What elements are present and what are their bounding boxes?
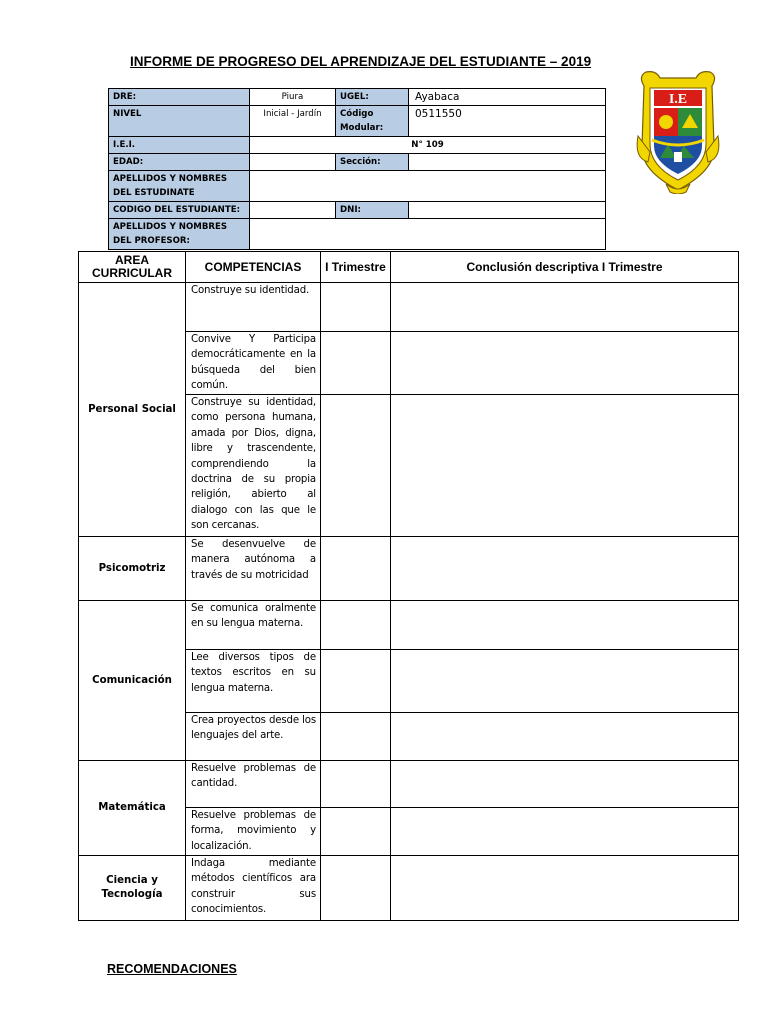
competencia-cell: Resuelve problemas de cantidad.: [186, 761, 321, 808]
student-code-value: [250, 202, 336, 219]
edad-value: [250, 154, 336, 171]
area-psicomotriz: Psicomotriz: [79, 537, 186, 601]
codigo-modular-label: Código Modular:: [336, 106, 409, 137]
competencia-cell: Construye su identidad.: [186, 283, 321, 332]
conclusion-cell[interactable]: [391, 601, 739, 650]
competencia-cell: Se desenvuelve de manera autónoma a través de su motricidad: [186, 537, 321, 601]
conclusion-cell[interactable]: [391, 761, 739, 808]
progress-table: [78, 251, 739, 921]
teacher-names-value: [250, 219, 606, 250]
recommendations-heading: RECOMENDACIONES: [107, 962, 237, 976]
conclusion-cell[interactable]: [391, 808, 739, 856]
conclusion-cell[interactable]: [391, 332, 739, 395]
trimestre-cell[interactable]: [321, 283, 391, 332]
student-info-table: [108, 88, 606, 250]
trimestre-cell[interactable]: [321, 601, 391, 650]
nivel-label: NIVEL: [109, 106, 250, 137]
area-matematica: Matemática: [79, 761, 186, 856]
trimestre-cell[interactable]: [321, 808, 391, 856]
teacher-names-label: APELLIDOS Y NOMBRES DEL PROFESOR:: [109, 219, 250, 250]
header-area: AREA CURRICULAR: [79, 252, 186, 283]
seccion-label: Sección:: [336, 154, 409, 171]
competencia-cell: Crea proyectos desde los lenguajes del arte.: [186, 713, 321, 761]
competencia-cell: Indaga mediante métodos científicos ara construir sus conocimientos.: [186, 856, 321, 921]
conclusion-cell[interactable]: [391, 713, 739, 761]
trimestre-cell[interactable]: [321, 650, 391, 713]
trimestre-cell[interactable]: [321, 537, 391, 601]
header-conclusion: Conclusión descriptiva I Trimestre: [391, 252, 739, 283]
trimestre-cell[interactable]: [321, 713, 391, 761]
iei-value: N° 109: [250, 137, 606, 154]
crest-ie-letters: I.E: [668, 92, 688, 107]
conclusion-cell[interactable]: [391, 537, 739, 601]
trimestre-cell[interactable]: [321, 395, 391, 537]
competencia-cell: Convive Y Participa democráticamente en la búsqueda del bien común.: [186, 332, 321, 395]
school-crest-icon: [636, 66, 720, 194]
seccion-value: [409, 154, 606, 171]
header-competencias: COMPETENCIAS: [186, 252, 321, 283]
trimestre-cell[interactable]: [321, 761, 391, 808]
ugel-label: UGEL:: [336, 89, 409, 106]
trimestre-cell[interactable]: [321, 332, 391, 395]
student-code-label: CODIGO DEL ESTUDIANTE:: [109, 202, 250, 219]
dre-label: DRE:: [109, 89, 250, 106]
table-row: [79, 283, 739, 332]
student-names-value: [250, 171, 606, 202]
table-row: [79, 537, 739, 601]
dre-value: Piura: [250, 89, 336, 106]
codigo-modular-value: 0511550: [409, 106, 606, 137]
table-row: [79, 856, 739, 921]
ugel-value: Ayabaca: [409, 89, 606, 106]
conclusion-cell[interactable]: [391, 395, 739, 537]
competencia-cell: Resuelve problemas de forma, movimiento y localización.: [186, 808, 321, 856]
dni-value: [409, 202, 606, 219]
iei-label: I.E.I.: [109, 137, 250, 154]
edad-label: EDAD:: [109, 154, 250, 171]
conclusion-cell[interactable]: [391, 650, 739, 713]
area-personal-social: Personal Social: [79, 283, 186, 537]
trimestre-cell[interactable]: [321, 856, 391, 921]
conclusion-cell[interactable]: [391, 283, 739, 332]
header-trimestre: I Trimestre: [321, 252, 391, 283]
competencia-cell: Construye su identidad, como persona humana, amada por Dios, digna, libre y trascendente, comprendiendo la doctrina de su propia religión, abierto al dialogo con las que le son cercanas.: [186, 395, 321, 537]
document-title: INFORME DE PROGRESO DEL APRENDIZAJE DEL ESTUDIANTE – 2019: [130, 54, 592, 69]
area-ciencia-tecnologia: Ciencia y Tecnología: [79, 856, 186, 921]
competencia-cell: Se comunica oralmente en su lengua materna.: [186, 601, 321, 650]
dni-label: DNI:: [336, 202, 409, 219]
competencia-cell: Lee diversos tipos de textos escritos en su lengua materna.: [186, 650, 321, 713]
nivel-value: Inicial - Jardín: [250, 106, 336, 137]
table-row: [79, 761, 739, 808]
table-row: [79, 601, 739, 650]
conclusion-cell[interactable]: [391, 856, 739, 921]
area-comunicacion: Comunicación: [79, 601, 186, 761]
student-names-label: APELLIDOS Y NOMBRES DEL ESTUDINATE: [109, 171, 250, 202]
